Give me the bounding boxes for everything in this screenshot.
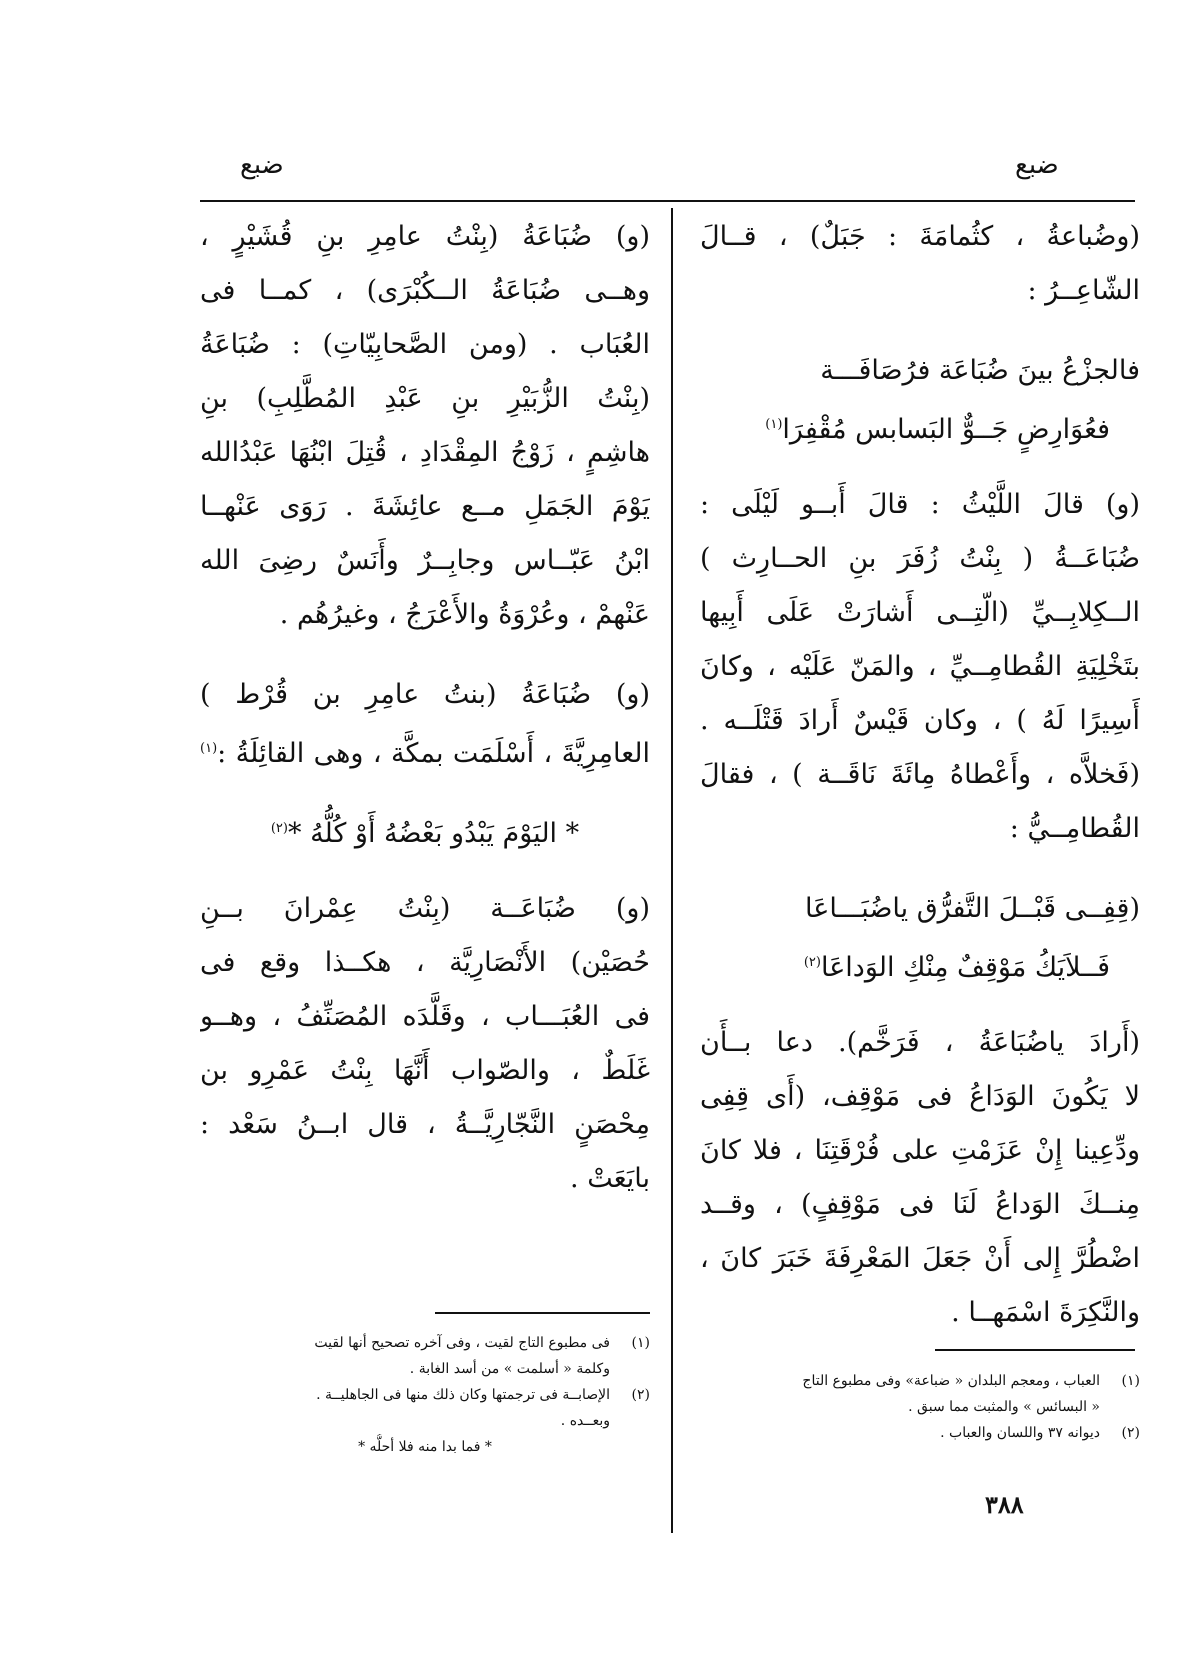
footnote-marker: (٢) bbox=[270, 821, 288, 836]
text-line: لا يَكُونَ الوَدَاعُ فى مَوْقِف، (أَى قِفِى bbox=[700, 1081, 1140, 1112]
text-line: أَسِيرًا لَهُ ) ، وكان قَيْسٌ أَرادَ قَتْلَــه . bbox=[700, 705, 1140, 736]
footnotes-right bbox=[700, 1368, 1140, 1446]
text-line: ضُبَاعَــةُ ( بِنْتُ زُفَرَ بنِ الحــارِث ) bbox=[700, 543, 1140, 574]
left-column bbox=[200, 210, 650, 1206]
footnote-marker: (١) bbox=[765, 417, 783, 432]
footnote-item: (١)العباب ، ومعجم البلدان « ضباعة» وفى مطبوع التاج bbox=[802, 1373, 1140, 1389]
text-line: (و) قالَ اللَّيْثُ : قالَ أَبــو لَيْلَى : bbox=[700, 489, 1140, 520]
footnote-item: « البسائس » والمثبت مما سبق . bbox=[908, 1399, 1100, 1415]
text-line: العامِرِيَّةَ ، أَسْلَمَت بمكَّة ، وهى القائِلَةُ :$^{(١)}$ bbox=[200, 738, 650, 769]
page-number: ٣٨٨ bbox=[985, 1490, 1024, 1519]
text-line: مِنــكَ الوَداعُ لَنَا فى مَوْقِفٍ) ، وقــد bbox=[700, 1189, 1140, 1220]
text-line: (بِنْتُ الزُّبَيْرِ بنِ عَبْدِ المُطَّلِبِ) بنِ bbox=[200, 383, 650, 414]
text-line: (وضُباعةُ ، كثُمامَةَ : جَبَلٌ) ، قــالَ bbox=[700, 221, 1140, 252]
footnote-item: (٢)ديوانه ٣٧ واللسان والعباب . bbox=[940, 1425, 1140, 1441]
text-line: وهــى ضُبَاعَةُ الــكُبْرَى) ، كمــا فى bbox=[200, 275, 650, 306]
footnote-rule-right bbox=[935, 1349, 1135, 1351]
text-line: (و) ضُبَاعَةُ (بِنْتُ عامِرِ بنِ قُشَيْرٍ ، bbox=[200, 221, 650, 252]
text-line: الشّاعِــرُ : bbox=[1027, 275, 1140, 306]
footnote-item: (٢)الإصابــة فى ترجمتها وكان ذلك منها فى الجاهليــة . bbox=[316, 1387, 650, 1403]
text-line: (و) ضُبَاعَةُ (بنتُ عامِرِ بن قُرْط ) bbox=[200, 679, 650, 710]
text-line: (و) ضُبَاعَــة (بِنْتُ عِمْرانَ بــنِ bbox=[200, 893, 650, 924]
text-line: (فَخلاَّه ، وأَعْطاهُ مِائَةَ نَاقَــة ) ، فقالَ bbox=[700, 759, 1140, 790]
verse-line: فعُوَارِضٍ جَــوٌّ البَسابس مُقْفِرَا$^{(١)}$ bbox=[765, 414, 1110, 445]
text-line: ودِّعِينا إِنْ عَزَمْتِ على فُرْقَتِنَا ، فلا كانَ bbox=[700, 1135, 1140, 1166]
header-rule bbox=[200, 200, 1135, 202]
text-line: ابْنُ عَبّــاس وجابِــرٌ وأَنَسٌ رضِىَ الله bbox=[200, 545, 650, 576]
footnote-item: وبعــده . bbox=[560, 1413, 610, 1429]
text-line: القُطامِــيُّ : bbox=[1009, 813, 1140, 844]
text-line: بايَعَتْ . bbox=[570, 1163, 650, 1194]
footnotes-left bbox=[200, 1330, 650, 1460]
text-line: اضْطُرَّ إِلى أَنْ جَعَلَ المَعْرِفَةَ خَبَرَ كانَ ، bbox=[700, 1243, 1140, 1274]
header-word-left: ضبع bbox=[240, 150, 284, 180]
verse-line: (قِفِــى قَبْــلَ التَّفرُّق ياضُبَـــاعَا bbox=[805, 893, 1140, 924]
text-line: (أَرادَ ياضُبَاعَةُ ، فَرَخَّم). دعا بــأَن bbox=[700, 1027, 1140, 1058]
footnote-item: وكلمة « أسلمت » من أسد الغابة . bbox=[409, 1361, 610, 1377]
footnote-item: (١)فى مطبوع التاج لقيت ، وفى آخره تصحيح أنها لقيت bbox=[314, 1335, 650, 1351]
text-line: والنَّكِرَةَ اسْمَهــا . bbox=[951, 1297, 1140, 1328]
text-line: هاشِمٍ ، زَوْجُ المِقْدَادِ ، قُتِلَ ابْنُهَا عَبْدُالله bbox=[200, 437, 650, 468]
text-line: بتَخْلِيَةِ القُطامِــيِّ ، والمَنّ عَلَيْه ، وكانَ bbox=[700, 651, 1140, 682]
footnote-item: * فما بدا منه فلا أحلُّه * bbox=[358, 1439, 492, 1455]
verse-line: فَــلاَيَكُ مَوْقِفٌ مِنْكِ الوَداعَا$^{(٢)}$ bbox=[803, 952, 1110, 983]
right-column bbox=[700, 210, 1140, 1340]
text-line: العُبَاب . (ومن الصَّحابِيّاتِ) : ضُبَاعَةُ bbox=[200, 329, 650, 360]
text-line: غَلَطٌ ، والصّواب أَنَّهَا بِنْتُ عَمْرِو بن bbox=[200, 1055, 650, 1086]
verse-line: فالجزْعُ بينَ ضُبَاعَة فرُصَافَـــة bbox=[820, 355, 1140, 386]
text-line: فى العُبَـــاب ، وقَلَّدَه المُصَنِّفُ ، وهــو bbox=[200, 1001, 650, 1032]
text-line: عَنْهمْ ، وعُرْوَةُ والأَعْرَجُ ، وغيرُهُم . bbox=[279, 599, 650, 630]
text-line: يَوْمَ الجَمَلِ مــع عائِشَةَ . رَوَى عَنْهــا bbox=[200, 491, 650, 522]
footnote-rule-left bbox=[435, 1312, 650, 1314]
text-line: حُصَيْن) الأَنْصَارِيَّة ، هكــذا وقع فى bbox=[200, 947, 650, 978]
footnote-marker: (٢) bbox=[803, 955, 821, 970]
header-word-right: ضبع bbox=[1015, 150, 1059, 180]
text-line: الــكِلابِــيِّ (الّتِــى أَشارَتْ عَلَى أَبِيها bbox=[700, 597, 1140, 628]
footnote-marker: (١) bbox=[200, 741, 218, 756]
verse-line: * اليَوْمَ يَبْدُو بَعْضُهُ أَوْ كُلُّهُ *$^{(٢)}$ bbox=[270, 818, 580, 849]
text-line: مِحْصَنٍ النَّجّارِيَّــةُ ، قال ابــنُ سَعْد : bbox=[200, 1109, 650, 1140]
column-divider bbox=[671, 208, 673, 1533]
